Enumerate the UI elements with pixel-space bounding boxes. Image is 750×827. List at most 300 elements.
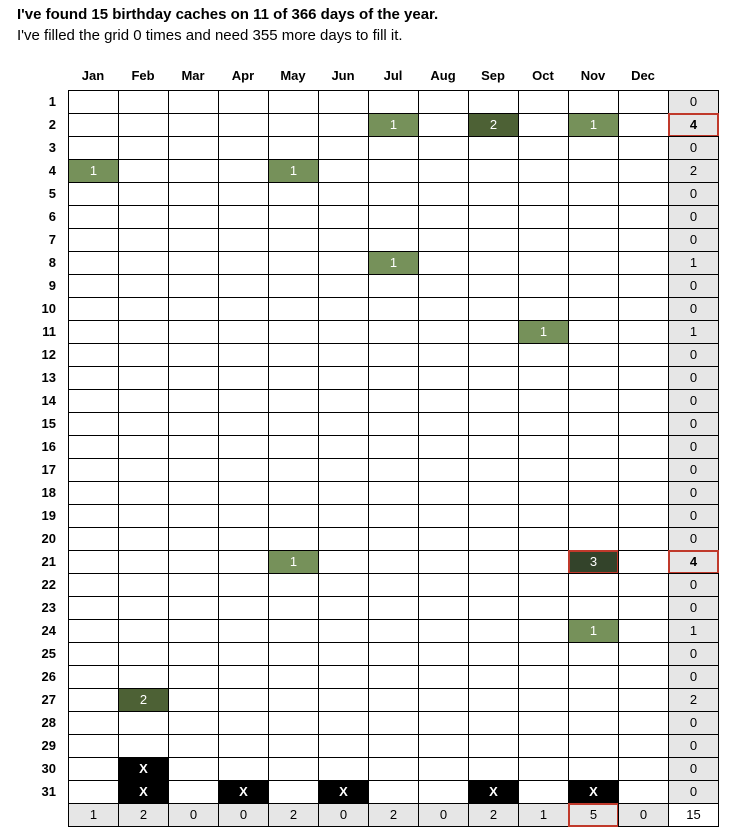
calendar-cell (518, 251, 569, 275)
calendar-cell (368, 481, 419, 505)
month-header-nov: Nov (580, 68, 606, 83)
calendar-cell (418, 320, 469, 344)
calendar-cell (68, 527, 119, 551)
calendar-cell (518, 205, 569, 229)
calendar-cell (68, 320, 119, 344)
calendar-cell (518, 297, 569, 321)
day-header-2: 2 (48, 117, 56, 132)
calendar-cell (268, 182, 319, 206)
calendar-cell (418, 665, 469, 689)
calendar-cell (368, 389, 419, 413)
month-header-jun: Jun (331, 68, 355, 83)
calendar-cell (618, 596, 669, 620)
calendar-cell (118, 504, 169, 528)
calendar-cell (418, 527, 469, 551)
calendar-cell (218, 596, 269, 620)
calendar-cell (618, 90, 669, 114)
calendar-cell (118, 90, 169, 114)
calendar-cell (68, 389, 119, 413)
calendar-cell (518, 90, 569, 114)
calendar-cell (268, 780, 319, 804)
row-total-cell: 1 (668, 320, 719, 344)
page-subtitle: I've filled the grid 0 times and need 355 more days to fill it. (17, 27, 403, 44)
calendar-cell (68, 780, 119, 804)
find-count-cell: 1 (568, 619, 619, 643)
calendar-cell (168, 734, 219, 758)
calendar-cell (418, 481, 469, 505)
calendar-cell (418, 205, 469, 229)
calendar-cell (268, 688, 319, 712)
calendar-cell (368, 711, 419, 735)
calendar-cell (218, 113, 269, 137)
calendar-cell (218, 90, 269, 114)
calendar-cell (218, 182, 269, 206)
calendar-cell (168, 757, 219, 781)
row-total-cell: 0 (668, 90, 719, 114)
calendar-cell (168, 665, 219, 689)
invalid-day-cell: X (118, 780, 169, 804)
calendar-cell (168, 389, 219, 413)
row-total-cell: 0 (668, 136, 719, 160)
calendar-cell (368, 228, 419, 252)
column-total-cell: 0 (318, 803, 369, 827)
calendar-cell (418, 780, 469, 804)
calendar-cell (318, 343, 369, 367)
calendar-cell (568, 734, 619, 758)
month-header-jan: Jan (81, 68, 105, 83)
calendar-cell (168, 159, 219, 183)
calendar-cell (318, 228, 369, 252)
calendar-cell (218, 573, 269, 597)
calendar-cell (618, 527, 669, 551)
find-count-cell: 3 (568, 550, 619, 574)
month-header-feb: Feb (131, 68, 155, 83)
calendar-cell (318, 550, 369, 574)
calendar-cell (418, 274, 469, 298)
row-total-cell: 0 (668, 734, 719, 758)
column-total-cell: 0 (618, 803, 669, 827)
calendar-cell (568, 458, 619, 482)
calendar-cell (168, 182, 219, 206)
day-header-7: 7 (48, 232, 56, 247)
calendar-cell (68, 90, 119, 114)
calendar-cell (118, 251, 169, 275)
calendar-cell (518, 228, 569, 252)
calendar-cell (568, 573, 619, 597)
row-total-cell: 0 (668, 343, 719, 367)
month-header-sep: Sep (481, 68, 505, 83)
day-header-26: 26 (41, 669, 56, 684)
calendar-cell (418, 159, 469, 183)
calendar-cell (168, 573, 219, 597)
calendar-cell (168, 205, 219, 229)
calendar-cell (318, 504, 369, 528)
calendar-cell (68, 596, 119, 620)
calendar-cell (518, 458, 569, 482)
calendar-cell (418, 757, 469, 781)
calendar-cell (468, 596, 519, 620)
calendar-cell (318, 205, 369, 229)
column-total-cell: 5 (568, 803, 619, 827)
calendar-cell (468, 527, 519, 551)
calendar-cell (368, 274, 419, 298)
day-header-5: 5 (48, 186, 56, 201)
calendar-cell (118, 573, 169, 597)
find-count-cell: 1 (68, 159, 119, 183)
calendar-cell (568, 481, 619, 505)
calendar-cell (318, 389, 369, 413)
calendar-cell (518, 734, 569, 758)
calendar-cell (368, 619, 419, 643)
month-header-mar: Mar (181, 68, 205, 83)
calendar-cell (68, 573, 119, 597)
day-header-14: 14 (41, 393, 56, 408)
calendar-cell (618, 550, 669, 574)
calendar-cell (618, 274, 669, 298)
find-count-cell: 2 (118, 688, 169, 712)
calendar-cell (518, 504, 569, 528)
calendar-cell (468, 412, 519, 436)
calendar-cell (118, 596, 169, 620)
calendar-cell (218, 527, 269, 551)
calendar-cell (468, 320, 519, 344)
calendar-cell (318, 320, 369, 344)
calendar-cell (168, 527, 219, 551)
calendar-cell (518, 159, 569, 183)
calendar-cell (318, 297, 369, 321)
birthday-grid (68, 90, 719, 827)
calendar-cell (318, 665, 369, 689)
calendar-cell (218, 757, 269, 781)
calendar-cell (68, 619, 119, 643)
calendar-cell (218, 228, 269, 252)
calendar-cell (368, 573, 419, 597)
column-total-cell: 2 (368, 803, 419, 827)
row-total-cell: 1 (668, 619, 719, 643)
calendar-cell (468, 366, 519, 390)
calendar-cell (318, 688, 369, 712)
day-header-29: 29 (41, 738, 56, 753)
calendar-cell (618, 458, 669, 482)
row-total-cell: 0 (668, 389, 719, 413)
calendar-cell (368, 596, 419, 620)
calendar-cell (618, 435, 669, 459)
column-total-cell: 2 (118, 803, 169, 827)
calendar-cell (218, 274, 269, 298)
month-header-oct: Oct (532, 68, 554, 83)
calendar-cell (318, 435, 369, 459)
calendar-cell (568, 642, 619, 666)
calendar-cell (568, 182, 619, 206)
day-header-19: 19 (41, 508, 56, 523)
calendar-cell (618, 228, 669, 252)
calendar-cell (218, 435, 269, 459)
calendar-cell (568, 159, 619, 183)
day-header-28: 28 (41, 715, 56, 730)
calendar-cell (68, 366, 119, 390)
calendar-cell (268, 412, 319, 436)
calendar-cell (218, 481, 269, 505)
calendar-cell (618, 665, 669, 689)
calendar-cell (418, 366, 469, 390)
calendar-cell (468, 665, 519, 689)
calendar-cell (68, 297, 119, 321)
calendar-cell (268, 619, 319, 643)
calendar-cell (568, 343, 619, 367)
calendar-cell (368, 757, 419, 781)
calendar-cell (168, 136, 219, 160)
day-header-16: 16 (41, 439, 56, 454)
calendar-cell (118, 527, 169, 551)
calendar-cell (468, 205, 519, 229)
calendar-cell (318, 251, 369, 275)
calendar-cell (368, 550, 419, 574)
calendar-cell (118, 320, 169, 344)
calendar-cell (118, 182, 169, 206)
calendar-cell (568, 251, 619, 275)
day-header-8: 8 (48, 255, 56, 270)
calendar-cell (118, 113, 169, 137)
calendar-cell (218, 619, 269, 643)
calendar-cell (318, 619, 369, 643)
column-total-cell: 0 (168, 803, 219, 827)
row-total-cell: 2 (668, 688, 719, 712)
calendar-cell (68, 251, 119, 275)
calendar-cell (618, 159, 669, 183)
column-total-cell: 2 (468, 803, 519, 827)
month-header-jul: Jul (383, 68, 403, 83)
calendar-cell (468, 343, 519, 367)
calendar-cell (268, 481, 319, 505)
day-header-21: 21 (41, 554, 56, 569)
invalid-day-cell: X (318, 780, 369, 804)
calendar-cell (618, 136, 669, 160)
calendar-cell (418, 297, 469, 321)
calendar-cell (68, 757, 119, 781)
calendar-cell (68, 274, 119, 298)
calendar-cell (218, 320, 269, 344)
row-total-cell: 0 (668, 435, 719, 459)
calendar-cell (268, 366, 319, 390)
row-total-cell: 0 (668, 182, 719, 206)
calendar-cell (518, 711, 569, 735)
calendar-cell (468, 90, 519, 114)
day-header-15: 15 (41, 416, 56, 431)
calendar-cell (318, 573, 369, 597)
calendar-cell (468, 182, 519, 206)
find-count-cell: 1 (268, 550, 319, 574)
column-total-cell: 2 (268, 803, 319, 827)
calendar-cell (268, 458, 319, 482)
calendar-cell (418, 711, 469, 735)
invalid-day-cell: X (218, 780, 269, 804)
row-total-cell: 0 (668, 711, 719, 735)
calendar-cell (418, 113, 469, 137)
calendar-cell (218, 504, 269, 528)
calendar-cell (618, 320, 669, 344)
calendar-cell (268, 136, 319, 160)
calendar-cell (118, 136, 169, 160)
calendar-cell (68, 343, 119, 367)
calendar-cell (518, 573, 569, 597)
calendar-cell (268, 205, 319, 229)
calendar-cell (118, 665, 169, 689)
calendar-cell (218, 297, 269, 321)
calendar-cell (518, 136, 569, 160)
calendar-cell (518, 527, 569, 551)
calendar-cell (618, 412, 669, 436)
row-total-cell: 0 (668, 757, 719, 781)
calendar-cell (118, 711, 169, 735)
calendar-cell (368, 159, 419, 183)
calendar-cell (468, 619, 519, 643)
calendar-cell (318, 642, 369, 666)
calendar-cell (568, 389, 619, 413)
calendar-cell (468, 642, 519, 666)
calendar-cell (418, 734, 469, 758)
calendar-cell (368, 136, 419, 160)
row-total-cell: 0 (668, 481, 719, 505)
calendar-cell (268, 113, 319, 137)
calendar-cell (518, 688, 569, 712)
calendar-cell (168, 274, 219, 298)
day-header-30: 30 (41, 761, 56, 776)
day-header-25: 25 (41, 646, 56, 661)
calendar-cell (468, 159, 519, 183)
calendar-cell (318, 159, 369, 183)
calendar-cell (468, 297, 519, 321)
calendar-cell (118, 159, 169, 183)
find-count-cell: 1 (368, 113, 419, 137)
calendar-cell (618, 205, 669, 229)
calendar-cell (218, 366, 269, 390)
calendar-cell (468, 274, 519, 298)
row-total-cell: 1 (668, 251, 719, 275)
calendar-cell (368, 320, 419, 344)
row-total-cell: 0 (668, 458, 719, 482)
calendar-cell (318, 596, 369, 620)
calendar-cell (318, 113, 369, 137)
month-header-dec: Dec (631, 68, 655, 83)
calendar-cell (68, 182, 119, 206)
calendar-cell (68, 550, 119, 574)
calendar-cell (68, 205, 119, 229)
calendar-cell (118, 228, 169, 252)
calendar-cell (118, 642, 169, 666)
calendar-cell (368, 412, 419, 436)
find-count-cell: 1 (568, 113, 619, 137)
find-count-cell: 1 (368, 251, 419, 275)
calendar-cell (568, 688, 619, 712)
calendar-cell (268, 734, 319, 758)
calendar-cell (418, 504, 469, 528)
calendar-cell (618, 389, 669, 413)
calendar-cell (518, 642, 569, 666)
calendar-cell (368, 527, 419, 551)
column-total-cell: 0 (218, 803, 269, 827)
calendar-cell (568, 274, 619, 298)
page-title: I've found 15 birthday caches on 11 of 366 days of the year. (17, 6, 439, 23)
calendar-cell (168, 343, 219, 367)
calendar-cell (568, 228, 619, 252)
calendar-cell (318, 412, 369, 436)
calendar-cell (618, 504, 669, 528)
calendar-cell (418, 90, 469, 114)
calendar-cell (618, 251, 669, 275)
calendar-cell (368, 297, 419, 321)
calendar-cell (118, 366, 169, 390)
calendar-cell (68, 734, 119, 758)
calendar-cell (268, 297, 319, 321)
find-count-cell: 1 (268, 159, 319, 183)
calendar-cell (68, 688, 119, 712)
row-total-cell: 0 (668, 228, 719, 252)
calendar-cell (168, 711, 219, 735)
calendar-cell (368, 642, 419, 666)
calendar-cell (118, 389, 169, 413)
invalid-day-cell: X (468, 780, 519, 804)
day-header-23: 23 (41, 600, 56, 615)
calendar-cell (468, 458, 519, 482)
calendar-cell (468, 251, 519, 275)
calendar-cell (168, 619, 219, 643)
calendar-cell (418, 228, 469, 252)
calendar-cell (518, 343, 569, 367)
calendar-cell (118, 274, 169, 298)
calendar-cell (618, 481, 669, 505)
column-total-cell: 1 (68, 803, 119, 827)
calendar-cell (618, 780, 669, 804)
row-total-cell: 0 (668, 527, 719, 551)
calendar-cell (418, 642, 469, 666)
day-header-17: 17 (41, 462, 56, 477)
calendar-cell (218, 734, 269, 758)
calendar-cell (118, 343, 169, 367)
find-count-cell: 2 (468, 113, 519, 137)
calendar-cell (218, 711, 269, 735)
calendar-cell (168, 90, 219, 114)
calendar-cell (518, 550, 569, 574)
calendar-cell (118, 205, 169, 229)
calendar-cell (418, 182, 469, 206)
day-header-31: 31 (41, 784, 56, 799)
calendar-cell (318, 136, 369, 160)
calendar-cell (518, 113, 569, 137)
calendar-cell (268, 389, 319, 413)
calendar-cell (468, 228, 519, 252)
calendar-cell (68, 665, 119, 689)
calendar-cell (168, 366, 219, 390)
calendar-cell (218, 136, 269, 160)
row-total-cell: 2 (668, 159, 719, 183)
calendar-cell (468, 734, 519, 758)
row-total-cell: 0 (668, 642, 719, 666)
column-total-cell: 0 (418, 803, 469, 827)
calendar-cell (68, 136, 119, 160)
calendar-cell (218, 412, 269, 436)
calendar-cell (368, 688, 419, 712)
calendar-cell (618, 182, 669, 206)
calendar-cell (218, 159, 269, 183)
calendar-cell (418, 573, 469, 597)
row-total-cell: 0 (668, 665, 719, 689)
day-header-4: 4 (48, 163, 56, 178)
calendar-cell (68, 642, 119, 666)
day-header-6: 6 (48, 209, 56, 224)
row-total-cell: 0 (668, 297, 719, 321)
calendar-cell (318, 527, 369, 551)
calendar-cell (168, 550, 219, 574)
